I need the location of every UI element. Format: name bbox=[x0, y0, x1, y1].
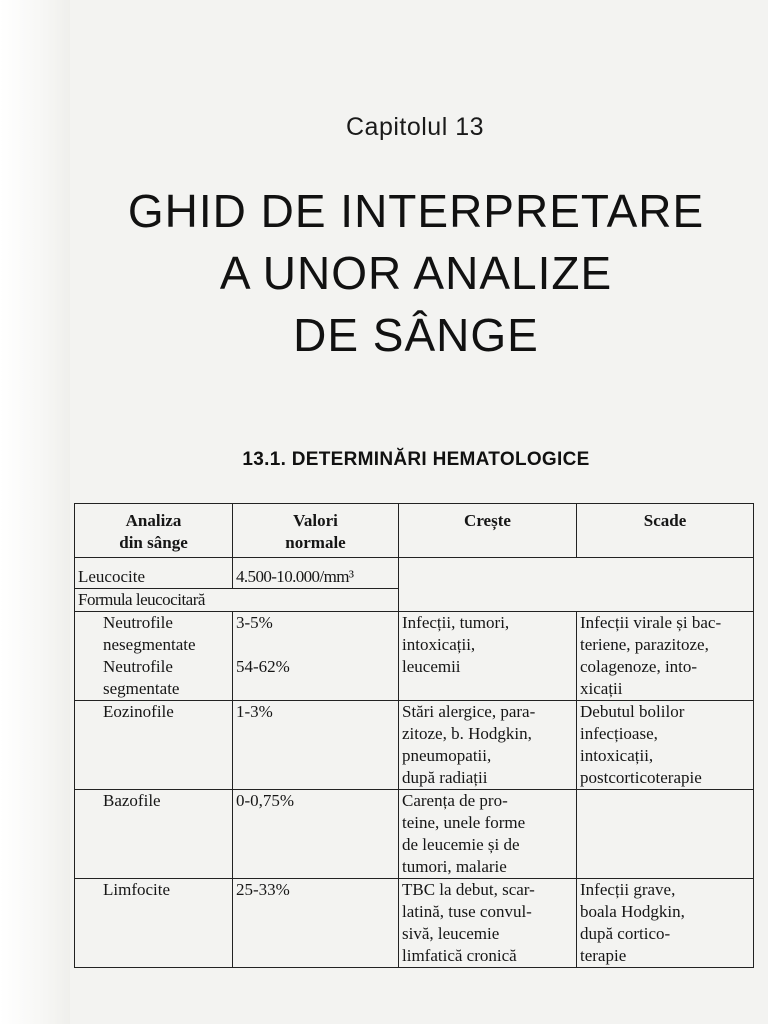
chapter-title bbox=[80, 180, 752, 366]
page-edge bbox=[0, 0, 70, 1024]
eozinofile-creste: Stări alergice, para- zitoze, b. Hodgkin, pneumopatii, după radiații bbox=[399, 701, 577, 790]
table-row-eozinofile bbox=[75, 701, 754, 790]
title-line-3: DE SÂNGE bbox=[293, 309, 539, 361]
hematology-table bbox=[74, 503, 754, 968]
neutrofile-creste: Infecții, tumori, intoxicații, leucemii bbox=[399, 612, 577, 701]
leucocite-value: 4.500-10.000/mm³ bbox=[233, 558, 399, 589]
limfocite-value: 25-33% bbox=[233, 879, 399, 968]
header-scade: Scade bbox=[577, 504, 754, 558]
formula-leucocitara: Formula leucocitară bbox=[75, 589, 399, 612]
table-row-limfocite bbox=[75, 879, 754, 968]
table-row-leucocite bbox=[75, 558, 754, 589]
chapter-label: Capitolul 13 bbox=[345, 113, 485, 141]
title-line-2: A UNOR ANALIZE bbox=[219, 247, 613, 299]
header-row bbox=[75, 504, 754, 558]
header-valori: Valori normale bbox=[233, 504, 399, 558]
limfocite-creste: TBC la debut, scar- latină, tuse convul- sivă, leucemie limfatică cronică bbox=[399, 879, 577, 968]
header-analiza: Analiza din sânge bbox=[75, 504, 233, 558]
eozinofile-scade: Debutul bolilor infecțioase, intoxicații, postcorticoterapie bbox=[577, 701, 754, 790]
limfocite-name: Limfocite bbox=[75, 879, 233, 968]
eozinofile-name: Eozinofile bbox=[75, 701, 233, 790]
bazofile-creste: Carența de pro- teine, unele forme de leucemie și de tumori, malarie bbox=[399, 790, 577, 879]
bazofile-scade bbox=[577, 790, 754, 879]
section-heading: 13.1. DETERMINĂRI HEMATOLOGICE bbox=[242, 449, 590, 470]
eozinofile-value: 1-3% bbox=[233, 701, 399, 790]
leucocite-empty bbox=[399, 558, 754, 612]
neutrofile-scade: Infecții virale și bac- teriene, parazitoze, colagenoze, into- xicații bbox=[577, 612, 754, 701]
header-creste: Crește bbox=[399, 504, 577, 558]
table-row-neutrofile bbox=[75, 612, 754, 701]
leucocite-name: Leucocite bbox=[75, 558, 233, 589]
bazofile-value: 0-0,75% bbox=[233, 790, 399, 879]
neutrofile-values: 3-5% 54-62% bbox=[233, 612, 399, 701]
title-line-1: GHID DE INTERPRETARE bbox=[127, 185, 705, 237]
limfocite-scade: Infecții grave, boala Hodgkin, după cortico- terapie bbox=[577, 879, 754, 968]
bazofile-name: Bazofile bbox=[75, 790, 233, 879]
table-row-bazofile bbox=[75, 790, 754, 879]
neutrofile-names: Neutrofile nesegmentate Neutrofile segmentate bbox=[75, 612, 233, 701]
